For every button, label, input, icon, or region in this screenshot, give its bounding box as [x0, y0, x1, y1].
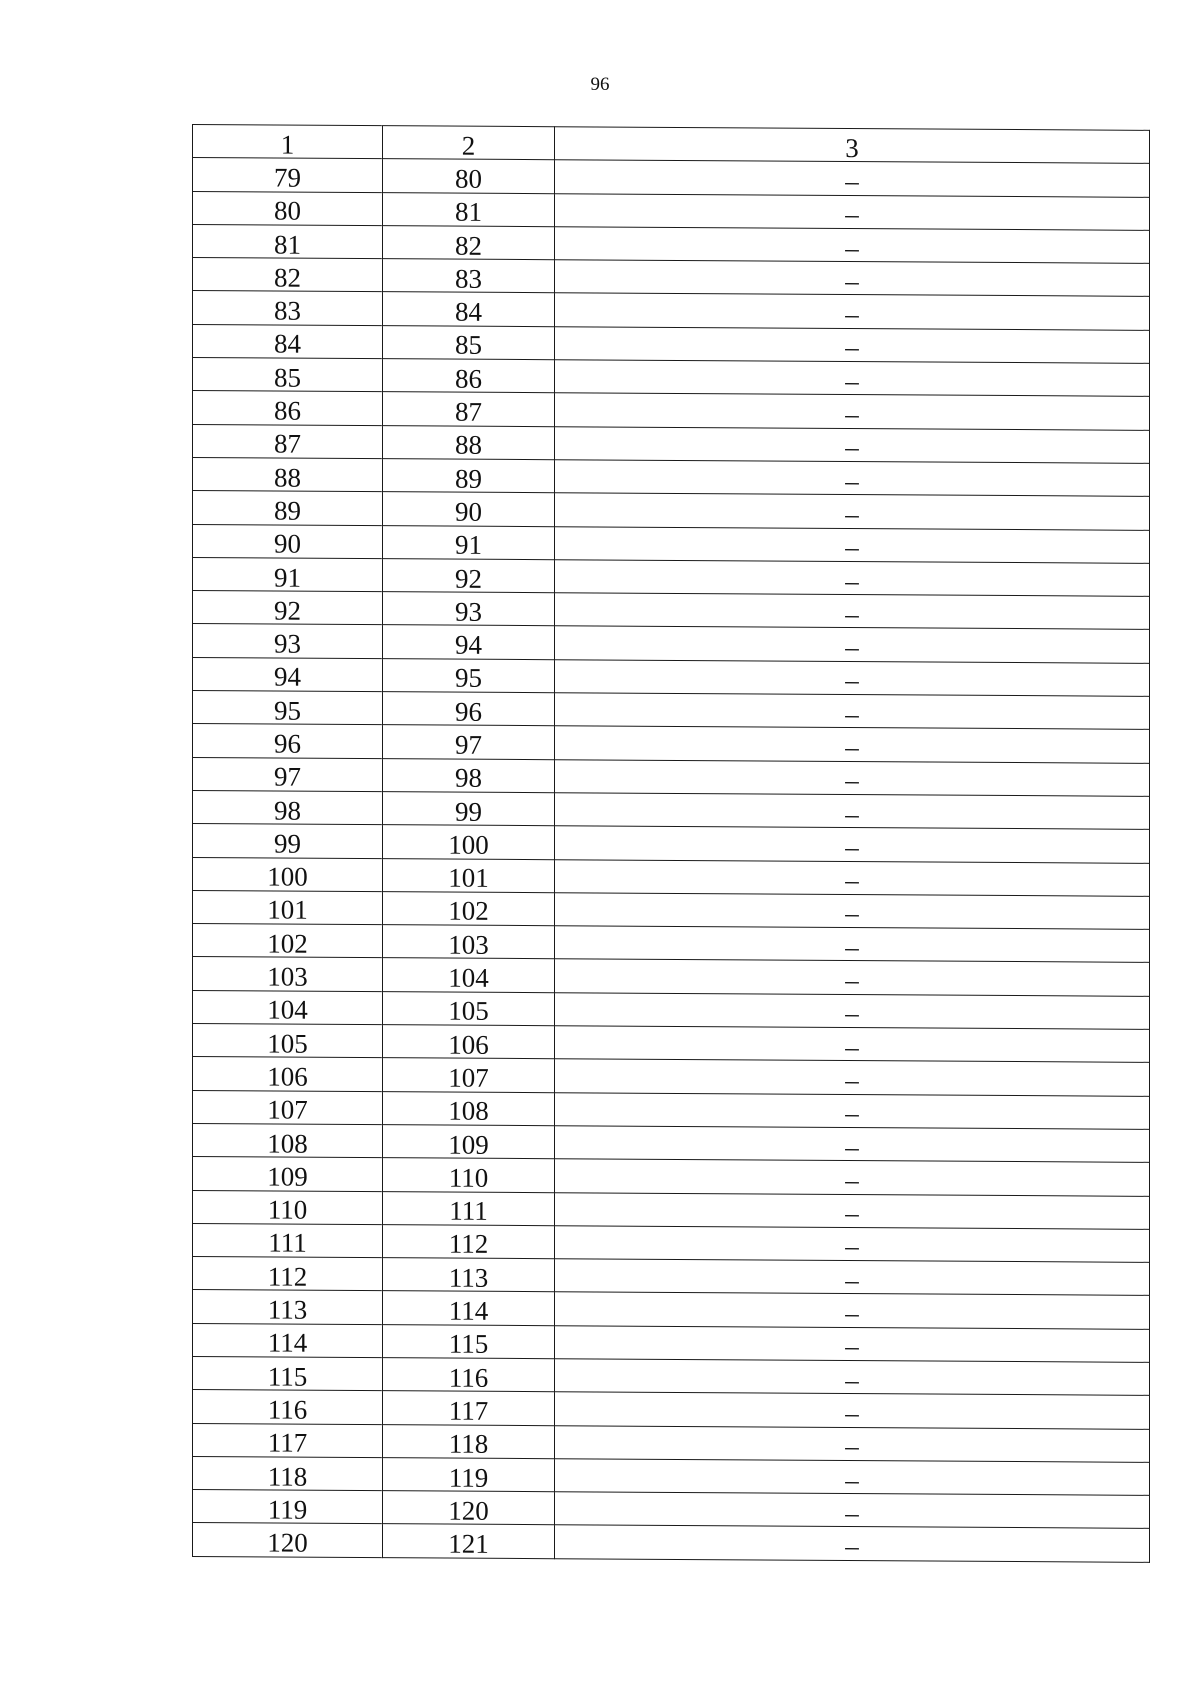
table-cell-value: 85	[455, 330, 482, 361]
table-cell-col-2	[383, 1524, 555, 1558]
table-cell-value: 116	[267, 1394, 308, 1425]
table-cell-col-2	[383, 1458, 555, 1492]
table-cell-col-1	[193, 857, 383, 891]
table-cell-value: 81	[455, 196, 482, 228]
table-cell-col-3	[555, 560, 1150, 597]
table-cell-col-1	[193, 1123, 383, 1157]
table-cell-value: 119	[448, 1462, 489, 1493]
column-header-1-label: 1	[280, 129, 295, 160]
table-cell-col-3	[555, 1026, 1150, 1063]
table-cell-col-2	[383, 492, 555, 526]
table-cell-col-2	[383, 1424, 555, 1458]
table-cell-value: 91	[274, 562, 301, 593]
table-cell-value: 101	[267, 894, 308, 926]
table-cell-value: 103	[448, 929, 489, 960]
table-cell-value: –	[845, 665, 859, 696]
table-cell-value: 120	[448, 1495, 489, 1526]
table-cell-col-3	[555, 1126, 1150, 1163]
table-cell-value: 102	[448, 896, 489, 927]
table-cell-value: 106	[448, 1029, 489, 1060]
table-cell-value: 120	[267, 1527, 308, 1558]
table-cell-value: 82	[274, 262, 301, 293]
table-cell-value: 80	[274, 195, 301, 226]
table-cell-value: 91	[455, 529, 482, 560]
table-cell-value: 94	[274, 661, 301, 693]
table-cell-col-3	[555, 859, 1150, 896]
table-cell-col-1	[193, 291, 383, 325]
table-cell-value: 117	[267, 1427, 308, 1458]
table-cell-col-2	[383, 425, 555, 459]
table-cell-value: –	[845, 1131, 859, 1162]
table-cell-value: –	[845, 1298, 859, 1329]
table-cell-value: –	[845, 299, 859, 330]
table-cell-value: 119	[267, 1494, 308, 1525]
table-cell-col-1	[193, 924, 383, 958]
table-cell-col-1	[193, 557, 383, 591]
table-cell-value: –	[845, 365, 859, 396]
table-cell-value: –	[845, 265, 859, 296]
data-table	[192, 124, 1150, 1563]
table-cell-value: 90	[455, 496, 482, 527]
table-cell-value: 109	[448, 1129, 489, 1160]
table-cell-value: 103	[267, 961, 308, 992]
table-cell-value: 111	[449, 1195, 488, 1226]
table-cell-value: 110	[267, 1194, 308, 1225]
table-cell-value: –	[845, 598, 859, 629]
table-cell-col-3	[555, 826, 1150, 863]
table-cell-col-2	[383, 592, 555, 626]
table-cell-col-1	[193, 358, 383, 392]
table-cell-value: 118	[267, 1460, 308, 1492]
column-header-1	[193, 125, 383, 159]
table-cell-col-3	[555, 1192, 1150, 1229]
table-cell-col-1	[193, 957, 383, 991]
table-cell-value: 93	[274, 628, 301, 659]
table-cell-col-1	[193, 1523, 383, 1557]
table-cell-col-3	[555, 726, 1150, 763]
table-cell-value: 106	[267, 1061, 308, 1092]
table-cell-col-2	[383, 292, 555, 326]
table-cell-col-2	[383, 1358, 555, 1392]
table-cell-col-3	[555, 626, 1150, 663]
table-cell-value: 95	[455, 662, 482, 694]
table-cell-value: 88	[455, 429, 482, 461]
table-cell-col-3	[555, 393, 1150, 430]
table-cell-col-3	[555, 1392, 1150, 1429]
table-cell-col-2	[383, 226, 555, 260]
table-cell-col-3	[555, 193, 1150, 230]
table-cell-value: –	[845, 798, 859, 829]
table-cell-value: 113	[448, 1262, 489, 1293]
table-cell-value: –	[845, 465, 859, 496]
table-cell-value: –	[845, 565, 859, 596]
table-cell-col-3	[555, 260, 1150, 297]
table-cell-value: –	[845, 765, 859, 796]
table-cell-value: 87	[274, 428, 301, 459]
table-cell-col-2	[383, 1291, 555, 1325]
table-cell-value: 93	[455, 596, 482, 627]
table-cell-value: –	[845, 831, 859, 862]
table-cell-value: 86	[455, 363, 482, 394]
table-cell-value: 108	[448, 1095, 489, 1127]
table-cell-value: –	[845, 332, 859, 363]
table-cell-col-1	[193, 1456, 383, 1490]
table-cell-col-2	[383, 725, 555, 759]
table-cell-col-2	[383, 692, 555, 726]
table-cell-value: –	[845, 1331, 859, 1362]
table-cell-value: 112	[267, 1261, 308, 1292]
table-cell-col-2	[383, 1158, 555, 1192]
table-cell-col-2	[383, 891, 555, 925]
table-cell-col-3	[555, 992, 1150, 1029]
table-cell-col-2	[383, 325, 555, 359]
table-cell-col-2	[383, 625, 555, 659]
table-cell-col-2	[383, 392, 555, 426]
table-cell-col-1	[193, 657, 383, 691]
table-cell-col-2	[383, 1191, 555, 1225]
table-cell-value: 100	[448, 829, 489, 860]
table-cell-value: 117	[448, 1395, 489, 1426]
table-cell-value: –	[845, 1231, 859, 1262]
table-cell-value: 114	[448, 1295, 489, 1326]
table-cell-col-3	[555, 1325, 1150, 1362]
table-cell-col-2	[383, 1125, 555, 1159]
table-cell-value: –	[845, 865, 859, 896]
table-cell-col-3	[555, 360, 1150, 397]
table-cell-col-2	[383, 1391, 555, 1425]
table-cell-col-1	[193, 457, 383, 491]
table-cell-col-1	[193, 1057, 383, 1091]
table-cell-value: –	[845, 1264, 859, 1295]
table-cell-col-2	[383, 525, 555, 559]
table-cell-col-1	[193, 1390, 383, 1424]
table-cell-value: –	[845, 1431, 859, 1462]
table-cell-value: 96	[455, 696, 482, 727]
table-cell-col-1	[193, 1257, 383, 1291]
table-cell-col-2	[383, 1058, 555, 1092]
table-cell-col-1	[193, 1157, 383, 1191]
table-cell-value: –	[845, 1497, 859, 1528]
table-cell-col-1	[193, 824, 383, 858]
table-cell-col-3	[555, 1492, 1150, 1529]
table-cell-value: –	[845, 1064, 859, 1096]
table-cell-col-3	[555, 1459, 1150, 1496]
table-cell-col-1	[193, 324, 383, 358]
table-cell-col-1	[193, 258, 383, 292]
table-cell-col-1	[193, 1024, 383, 1058]
table-cell-value: –	[845, 698, 859, 729]
table-cell-col-2	[383, 958, 555, 992]
table-cell-value: 97	[455, 729, 482, 760]
table-cell-col-3	[555, 526, 1150, 563]
table-cell-value: 110	[448, 1162, 489, 1193]
table-cell-col-3	[555, 1092, 1150, 1129]
table-cell-col-3	[555, 293, 1150, 330]
table-cell-value: 104	[448, 962, 489, 993]
table-cell-col-3	[555, 1359, 1150, 1396]
table-cell-value: 86	[274, 395, 301, 426]
table-cell-col-2	[383, 1091, 555, 1125]
table-cell-value: –	[845, 1098, 859, 1129]
table-cell-value: 116	[448, 1362, 489, 1393]
table-cell-col-3	[555, 926, 1150, 963]
table-cell-value: 84	[455, 296, 482, 327]
table-cell-col-3	[555, 659, 1150, 696]
table-cell-col-2	[383, 259, 555, 293]
table-cell-value: 99	[274, 828, 301, 859]
table-cell-value: –	[845, 931, 859, 962]
table-cell-value: –	[845, 1464, 859, 1495]
table-cell-col-2	[383, 192, 555, 226]
table-cell-value: –	[845, 1031, 859, 1062]
table-cell-col-1	[193, 624, 383, 658]
table-cell-value: –	[845, 731, 859, 763]
table-row	[193, 1523, 1150, 1562]
table-cell-col-1	[193, 591, 383, 625]
table-cell-col-1	[193, 691, 383, 725]
table-cell-col-3	[555, 1226, 1150, 1263]
table-cell-col-1	[193, 790, 383, 824]
table-cell-col-2	[383, 459, 555, 493]
table-cell-col-1	[193, 1323, 383, 1357]
table-cell-col-2	[383, 858, 555, 892]
table-cell-col-1	[193, 491, 383, 525]
table-cell-col-1	[193, 1490, 383, 1524]
table-cell-value: 96	[274, 728, 301, 759]
table-cell-value: 89	[455, 463, 482, 494]
table-cell-col-2	[383, 1258, 555, 1292]
table-cell-col-1	[193, 1356, 383, 1390]
table-cell-value: 92	[455, 563, 482, 594]
table-cell-value: –	[845, 998, 859, 1029]
table-cell-col-2	[383, 1324, 555, 1358]
table-cell-value: 118	[448, 1428, 489, 1460]
table-cell-value: 99	[455, 796, 482, 827]
column-header-3	[555, 127, 1150, 164]
table-cell-value: 105	[267, 1028, 308, 1059]
table-cell-value: –	[845, 1198, 859, 1229]
table-cell-col-1	[193, 1190, 383, 1224]
table-body	[193, 158, 1150, 1562]
table-cell-col-3	[555, 160, 1150, 197]
table-cell-col-2	[383, 758, 555, 792]
table-cell-col-2	[383, 925, 555, 959]
table-cell-col-3	[555, 326, 1150, 363]
table-cell-col-1	[193, 191, 383, 225]
table-cell-col-2	[383, 825, 555, 859]
table-cell-value: –	[845, 498, 859, 529]
table-cell-col-3	[555, 1292, 1150, 1329]
table-cell-col-3	[555, 1525, 1150, 1562]
table-cell-value: 104	[267, 994, 308, 1026]
table-cell-value: –	[845, 632, 859, 663]
table-cell-value: 81	[274, 229, 301, 260]
page-number: 96	[590, 74, 610, 95]
table-cell-col-1	[193, 224, 383, 258]
table-cell-col-3	[555, 460, 1150, 497]
table-cell-col-3	[555, 893, 1150, 930]
column-header-3-label: 3	[845, 132, 859, 163]
table-cell-col-3	[555, 1259, 1150, 1296]
table-cell-value: 108	[267, 1128, 308, 1159]
table-cell-value: 92	[274, 595, 301, 626]
table-cell-value: 83	[274, 295, 301, 326]
table-cell-value: 87	[455, 396, 482, 427]
table-cell-value: 82	[455, 230, 482, 261]
table-cell-col-2	[383, 991, 555, 1025]
table-cell-col-3	[555, 1059, 1150, 1096]
table-cell-col-1	[193, 724, 383, 758]
table-cell-col-2	[383, 559, 555, 593]
table-cell-value: 107	[267, 1094, 308, 1125]
table-cell-value: 83	[455, 263, 482, 294]
table-cell-value: –	[845, 532, 859, 563]
table-cell-col-1	[193, 1423, 383, 1457]
table-cell-value: 90	[274, 528, 301, 559]
table-cell-value: –	[845, 399, 859, 430]
table-cell-value: 107	[448, 1062, 489, 1093]
table-cell-col-3	[555, 793, 1150, 830]
table-cell-value: –	[845, 1364, 859, 1395]
table-cell-col-3	[555, 693, 1150, 730]
table-cell-col-3	[555, 493, 1150, 530]
table-cell-value: 121	[448, 1528, 489, 1559]
table-cell-col-1	[193, 1290, 383, 1324]
table-cell-col-3	[555, 426, 1150, 463]
table-cell-col-2	[383, 159, 555, 193]
table-cell-value: –	[845, 1164, 859, 1195]
column-header-2	[383, 126, 555, 160]
table-cell-col-1	[193, 990, 383, 1024]
table-cell-value: 100	[267, 861, 308, 892]
table-cell-col-2	[383, 359, 555, 393]
table-cell-col-1	[193, 424, 383, 458]
table-cell-value: 79	[274, 162, 301, 193]
table-cell-value: 80	[455, 163, 482, 194]
table-cell-value: 115	[448, 1328, 489, 1360]
table-cell-col-1	[193, 757, 383, 791]
table-cell-value: –	[845, 1531, 859, 1562]
table-cell-value: –	[845, 165, 859, 197]
table-cell-value: 94	[455, 629, 482, 660]
table-cell-value: 112	[448, 1229, 489, 1260]
table-cell-col-2	[383, 1025, 555, 1059]
table-cell-value: 101	[448, 862, 489, 893]
table-cell-col-2	[383, 1224, 555, 1258]
table-cell-value: 97	[274, 761, 301, 792]
table-cell-col-3	[555, 1159, 1150, 1196]
table-cell-value: 102	[267, 928, 308, 959]
table-cell-value: 89	[274, 495, 301, 526]
table-cell-col-1	[193, 1223, 383, 1257]
table-cell-value: 111	[268, 1227, 307, 1259]
table-cell-col-3	[555, 1425, 1150, 1462]
table-cell-value: 84	[274, 328, 301, 360]
table-cell-value: 88	[274, 462, 301, 493]
table-cell-col-1	[193, 391, 383, 425]
table-cell-col-2	[383, 658, 555, 692]
table-cell-col-1	[193, 158, 383, 192]
table-cell-value: –	[845, 232, 859, 263]
table-cell-col-3	[555, 593, 1150, 630]
table-cell-value: 105	[448, 995, 489, 1027]
table-cell-value: 109	[267, 1161, 308, 1192]
table-cell-value: 98	[274, 795, 301, 826]
column-header-2-label: 2	[461, 130, 476, 161]
table-cell-value: 113	[267, 1294, 308, 1325]
table-cell-value: 85	[274, 362, 301, 393]
table-cell-col-1	[193, 890, 383, 924]
table-cell-value: –	[845, 898, 859, 929]
table-cell-col-2	[383, 1491, 555, 1525]
table-cell-value: –	[845, 432, 859, 463]
table-cell-value: 98	[455, 762, 482, 794]
table-cell-col-2	[383, 792, 555, 826]
table-cell-value: 95	[274, 695, 301, 726]
table-cell-col-3	[555, 959, 1150, 996]
table-cell-value: 114	[267, 1327, 308, 1359]
table-cell-col-3	[555, 227, 1150, 264]
table-cell-value: –	[845, 199, 859, 230]
table-cell-value: –	[845, 965, 859, 996]
table-cell-col-1	[193, 524, 383, 558]
table-cell-col-3	[555, 759, 1150, 796]
table-cell-value: 115	[267, 1361, 308, 1392]
table-cell-value: –	[845, 1397, 859, 1428]
table-cell-col-1	[193, 1090, 383, 1124]
